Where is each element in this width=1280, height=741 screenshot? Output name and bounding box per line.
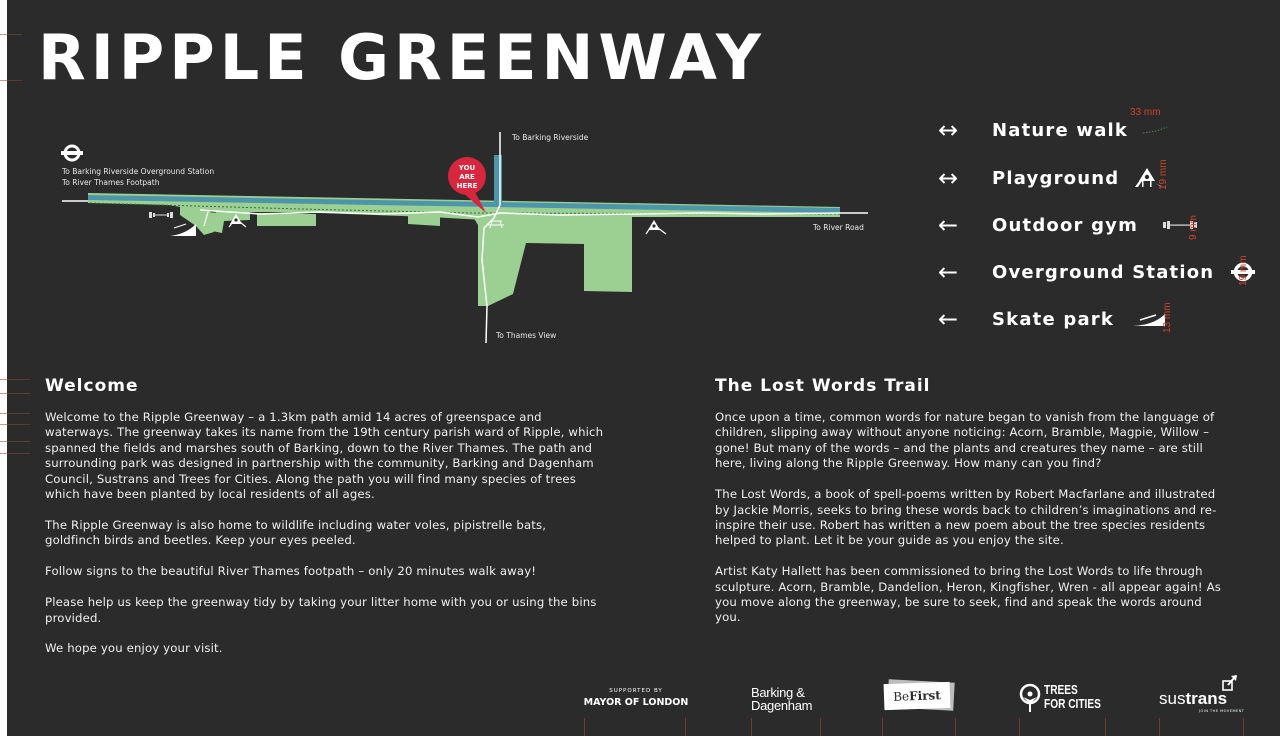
- print-guide-mark: [751, 718, 752, 736]
- barking-dagenham-logo: [751, 686, 812, 712]
- legend-row-outdoor-gym: [938, 208, 1198, 242]
- mayor-of-london-logo: [582, 688, 690, 708]
- print-guide-mark: [1019, 718, 1020, 736]
- dumbbell-icon: [149, 212, 173, 218]
- legend-label: Playground: [992, 167, 1120, 189]
- lost-words-paragraph: The Lost Words, a book of spell-poems written by Robert Macfarlane and illustrated by Jackie Morris, seeks to bring these words back to children’s imaginations and re-inspire their use. Robert has written a new poem about the tree species residents helped to plant. Let it be your guide as you enjoy the site.: [715, 487, 1217, 548]
- dimension-annotation: 19 mm: [1238, 255, 1249, 286]
- welcome-paragraph: The Ripple Greenway is also home to wildlife including water voles, pipistrelle bats, goldfinch birds and beetles. Keep your eyes peeled.: [45, 517, 547, 548]
- you-are-here-text: HERE: [456, 182, 478, 190]
- dimension-annotation: 9 mm: [1188, 215, 1199, 240]
- logo-text: Dagenham: [751, 698, 813, 713]
- left-arrow-icon: ←: [938, 258, 959, 286]
- map-label-station: To Barking Riverside Overground Station: [62, 167, 215, 176]
- print-guide-mark: [0, 80, 22, 81]
- dimension-annotation: 19 mm: [1158, 159, 1169, 190]
- print-guide-mark: [1105, 718, 1106, 736]
- you-are-here-text: YOU: [458, 164, 476, 172]
- green-space: [257, 213, 316, 226]
- dimension-annotation: 13 mm: [1162, 302, 1173, 333]
- print-guide-mark: [1159, 718, 1160, 736]
- welcome-paragraph: Welcome to the Ripple Greenway – a 1.3km path amid 14 acres of greenspace and waterways. The greenway takes its name from the 19th century parish ward of Ripple, which spanned the fields and marshes south of Barking, down to the River Thames. The path and surrounding park was designed in partnership with the community, Barking and Dagenham Council, Sustrans and Trees for Cities. Along the path you will find many species of trees which have been planted by local residents of all ages.: [45, 410, 604, 502]
- print-guide-mark: [584, 718, 585, 736]
- legend-row-playground: [938, 161, 1165, 195]
- legend-row-nature-walk: [938, 113, 1168, 147]
- lost-words-paragraph: Once upon a time, common words for nature began to vanish from the language of children, slipping away without anyone noticing: Acorn, Bramble, Magpie, Willow – gone! But many of the words – and the plants and creatures they name – are still here, living along the Ripple Greenway. How many can you find?: [715, 410, 1215, 471]
- map-label-footpath: To River Thames Footpath: [62, 178, 160, 187]
- print-guide-mark: [0, 453, 30, 454]
- tree-person-icon: [1019, 683, 1041, 713]
- double-arrow-icon: ↔: [938, 164, 959, 192]
- map-label-thames-view: To Thames View: [496, 331, 557, 340]
- nature-walk-icon: [1142, 125, 1168, 135]
- legend-label: Outdoor gym: [992, 214, 1139, 236]
- legend-label: Overground Station: [992, 261, 1215, 283]
- logo-text: JOIN THE MOVEMENT: [1199, 709, 1245, 713]
- legend-label: Nature walk: [992, 119, 1129, 141]
- welcome-paragraph: Follow signs to the beautiful River Thames footpath – only 20 minutes walk away!: [45, 564, 537, 579]
- legend-row-overground-station: [938, 255, 1256, 289]
- logo-text: sus: [1159, 689, 1186, 708]
- welcome-paragraph: We hope you enjoy your visit.: [45, 641, 223, 656]
- lost-words-paragraph: Artist Katy Hallett has been commissioned to bring the Lost Words to life through sculpture. Acorn, Bramble, Dandelion, Heron, Kingfisher, Wren - all appear again! As you move along the greenway, be sure to seek, find and speak the words around you.: [715, 564, 1221, 625]
- print-guide-mark: [0, 413, 30, 414]
- print-guide-mark: [685, 718, 686, 736]
- logo-text: Be: [892, 689, 910, 704]
- logo-text: trans: [1185, 689, 1228, 708]
- lost-words-section: [715, 376, 1225, 641]
- overground-roundel-icon: [61, 146, 83, 160]
- legend-row-skate-park: [938, 302, 1166, 336]
- you-are-here-text: ARE: [459, 173, 475, 181]
- playground-icon: [646, 220, 666, 234]
- greenway-map: [0, 110, 880, 350]
- skate-ramp-icon: [170, 224, 196, 236]
- lost-words-heading: The Lost Words Trail: [715, 376, 931, 396]
- dimension-annotation: 33 mm: [1130, 107, 1161, 118]
- welcome-section: [45, 376, 605, 672]
- print-guide-mark: [1243, 718, 1244, 736]
- print-guide-mark: [0, 393, 30, 394]
- print-guide-mark: [0, 379, 30, 380]
- legend-label: Skate park: [992, 308, 1115, 330]
- welcome-heading: Welcome: [45, 376, 139, 396]
- print-guide-mark: [0, 441, 30, 442]
- logo-text: FOR CITIES: [1044, 696, 1101, 711]
- logo-text: First: [908, 688, 942, 704]
- map-label-river-road: To River Road: [813, 223, 864, 232]
- logo-text: MAYOR OF LONDON: [583, 697, 689, 708]
- trees-for-cities-logo: [1019, 683, 1109, 715]
- logo-text: Barking &: [751, 685, 805, 700]
- green-space: [470, 212, 632, 306]
- page-title: RIPPLE GREENWAY: [38, 21, 766, 94]
- print-guide-mark: [820, 718, 821, 736]
- print-guide-mark: [0, 424, 30, 425]
- green-space: [408, 214, 440, 226]
- left-arrow-icon: ←: [938, 305, 959, 333]
- left-arrow-icon: ←: [938, 211, 959, 239]
- water-channel: [494, 155, 502, 203]
- map-label-barking-riverside: To Barking Riverside: [512, 133, 589, 142]
- logo-text: SUPPORTED BY: [609, 688, 663, 694]
- print-guide-mark: [882, 718, 883, 736]
- befirst-logo: [884, 679, 954, 711]
- skate-ramp-icon: [1132, 311, 1166, 327]
- double-arrow-icon: ↔: [938, 116, 959, 144]
- print-guide-mark: [955, 718, 956, 736]
- print-guide-mark: [0, 34, 22, 35]
- sustrans-logo: [1159, 674, 1243, 714]
- welcome-paragraph: Please help us keep the greenway tidy by taking your litter home with you or using the bins provided.: [45, 595, 597, 625]
- logo-text: TREES: [1044, 682, 1078, 697]
